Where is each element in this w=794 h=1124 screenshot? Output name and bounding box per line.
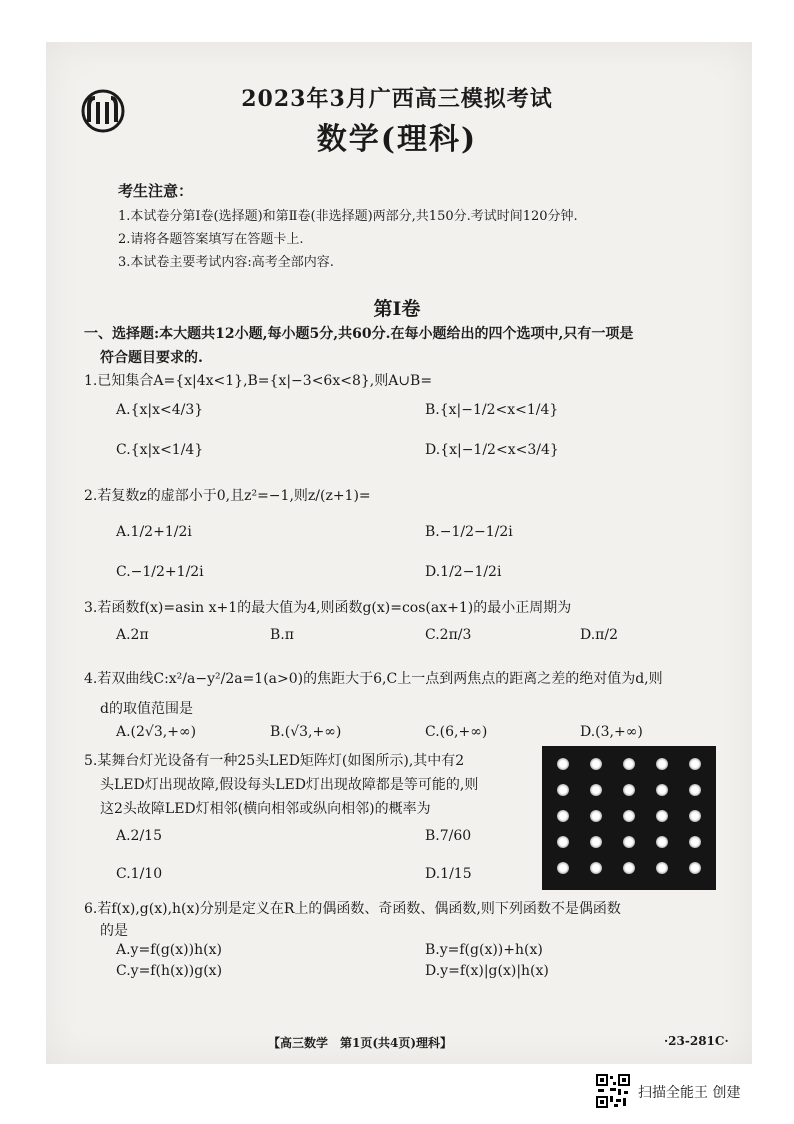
option-c: C.(6,+∞): [425, 724, 488, 740]
option-b: B.π: [270, 627, 294, 643]
notice-item: 3.本试卷主要考试内容:高考全部内容.: [118, 255, 334, 270]
led-light: [590, 862, 602, 874]
question-stem: 3.若函数f(x)=asin x+1的最大值为4,则函数g(x)=cos(ax+1)的最小正周期为: [84, 600, 572, 616]
option-b: B.{x|−1/2<x<1/4}: [425, 402, 559, 418]
led-light: [656, 862, 668, 874]
led-light: [590, 836, 602, 848]
led-light: [689, 784, 701, 796]
section-desc-line: 符合题目要求的.: [100, 350, 203, 366]
paper-code: ·23-281C·: [664, 1034, 729, 1048]
option-c: C.2π/3: [425, 627, 472, 643]
qr-code-icon: [596, 1074, 630, 1108]
option-b: B.y=f(g(x))+h(x): [425, 942, 543, 958]
option-b: B.(√3,+∞): [270, 724, 342, 740]
led-light: [623, 862, 635, 874]
led-light: [656, 784, 668, 796]
led-light: [590, 810, 602, 822]
led-light: [590, 784, 602, 796]
led-light: [557, 784, 569, 796]
exam-title: 2023年3月广西高三模拟考试: [241, 86, 553, 112]
exam-subject: 数学(理科): [316, 122, 478, 157]
led-light: [623, 836, 635, 848]
option-d: D.π/2: [580, 627, 619, 643]
option-a: A.{x|x<4/3}: [116, 402, 204, 418]
question-stem-cont: 这2头故障LED灯相邻(横向相邻或纵向相邻)的概率为: [100, 801, 431, 817]
led-light: [557, 810, 569, 822]
led-light: [557, 758, 569, 770]
scanner-watermark: 扫描全能王 创建: [638, 1085, 741, 1101]
led-light: [557, 862, 569, 874]
option-a: A.1/2+1/2i: [116, 524, 192, 540]
question-stem: 1.已知集合A={x|4x<1},B={x|−3<6x<8},则A∪B=: [84, 373, 433, 389]
option-d: D.{x|−1/2<x<3/4}: [425, 442, 559, 458]
led-light: [656, 836, 668, 848]
question-stem: 5.某舞台灯光设备有一种25头LED矩阵灯(如图所示),其中有2: [84, 753, 465, 769]
option-a: A.(2√3,+∞): [116, 724, 197, 740]
led-light: [656, 758, 668, 770]
led-light: [656, 810, 668, 822]
led-light: [623, 758, 635, 770]
question-stem-cont: d的取值范围是: [100, 701, 193, 717]
notice-heading: 考生注意：: [118, 182, 194, 200]
option-a: A.2π: [116, 627, 149, 643]
section-desc-line: 一、选择题:本大题共12小题,每小题5分,共60分.在每小题给出的四个选项中,只有一项是: [84, 326, 634, 342]
question-stem-cont: 头LED灯出现故障,假设每头LED灯出现故障都是等可能的,则: [100, 777, 479, 793]
option-d: D.1/2−1/2i: [425, 564, 502, 580]
led-matrix-figure: [542, 746, 716, 890]
notice-item: 1.本试卷分第Ⅰ卷(选择题)和第Ⅱ卷(非选择题)两部分,共150分.考试时间120分钟.: [118, 209, 578, 224]
led-light: [623, 784, 635, 796]
led-light: [689, 862, 701, 874]
led-light: [689, 836, 701, 848]
question-stem: 2.若复数z的虚部小于0,且z²=−1,则z/(z+1)=: [84, 488, 371, 504]
question-stem: 6.若f(x),g(x),h(x)分别是定义在R上的偶函数、奇函数、偶函数,则下列函数不是偶函数: [84, 901, 621, 917]
option-d: D.y=f(x)|g(x)|h(x): [425, 963, 549, 979]
question-stem: 4.若双曲线C:x²/a−y²/2a=1(a>0)的焦距大于6,C上一点到两焦点的距离之差的绝对值为d,则: [84, 671, 663, 687]
option-b: B.7/60: [425, 828, 472, 844]
section-title: 第Ⅰ卷: [373, 298, 421, 320]
option-a: A.y=f(g(x))h(x): [116, 942, 222, 958]
led-light: [689, 758, 701, 770]
question-stem-cont: 的是: [100, 923, 128, 939]
led-light: [623, 810, 635, 822]
option-a: A.2/15: [116, 828, 162, 844]
option-d: D.1/15: [425, 866, 472, 882]
led-light: [590, 758, 602, 770]
option-d: D.(3,+∞): [580, 724, 643, 740]
option-c: C.{x|x<1/4}: [116, 442, 204, 458]
led-light: [689, 810, 701, 822]
option-c: C.1/10: [116, 866, 163, 882]
option-c: C.y=f(h(x))g(x): [116, 963, 223, 979]
option-b: B.−1/2−1/2i: [425, 524, 513, 540]
led-light: [557, 836, 569, 848]
section-description: [84, 322, 724, 370]
page-footer: 【高三数学 第1页(共4页)理科】: [268, 1036, 453, 1050]
option-c: C.−1/2+1/2i: [116, 564, 204, 580]
notice-item: 2.请将各题答案填写在答题卡上.: [118, 232, 304, 247]
